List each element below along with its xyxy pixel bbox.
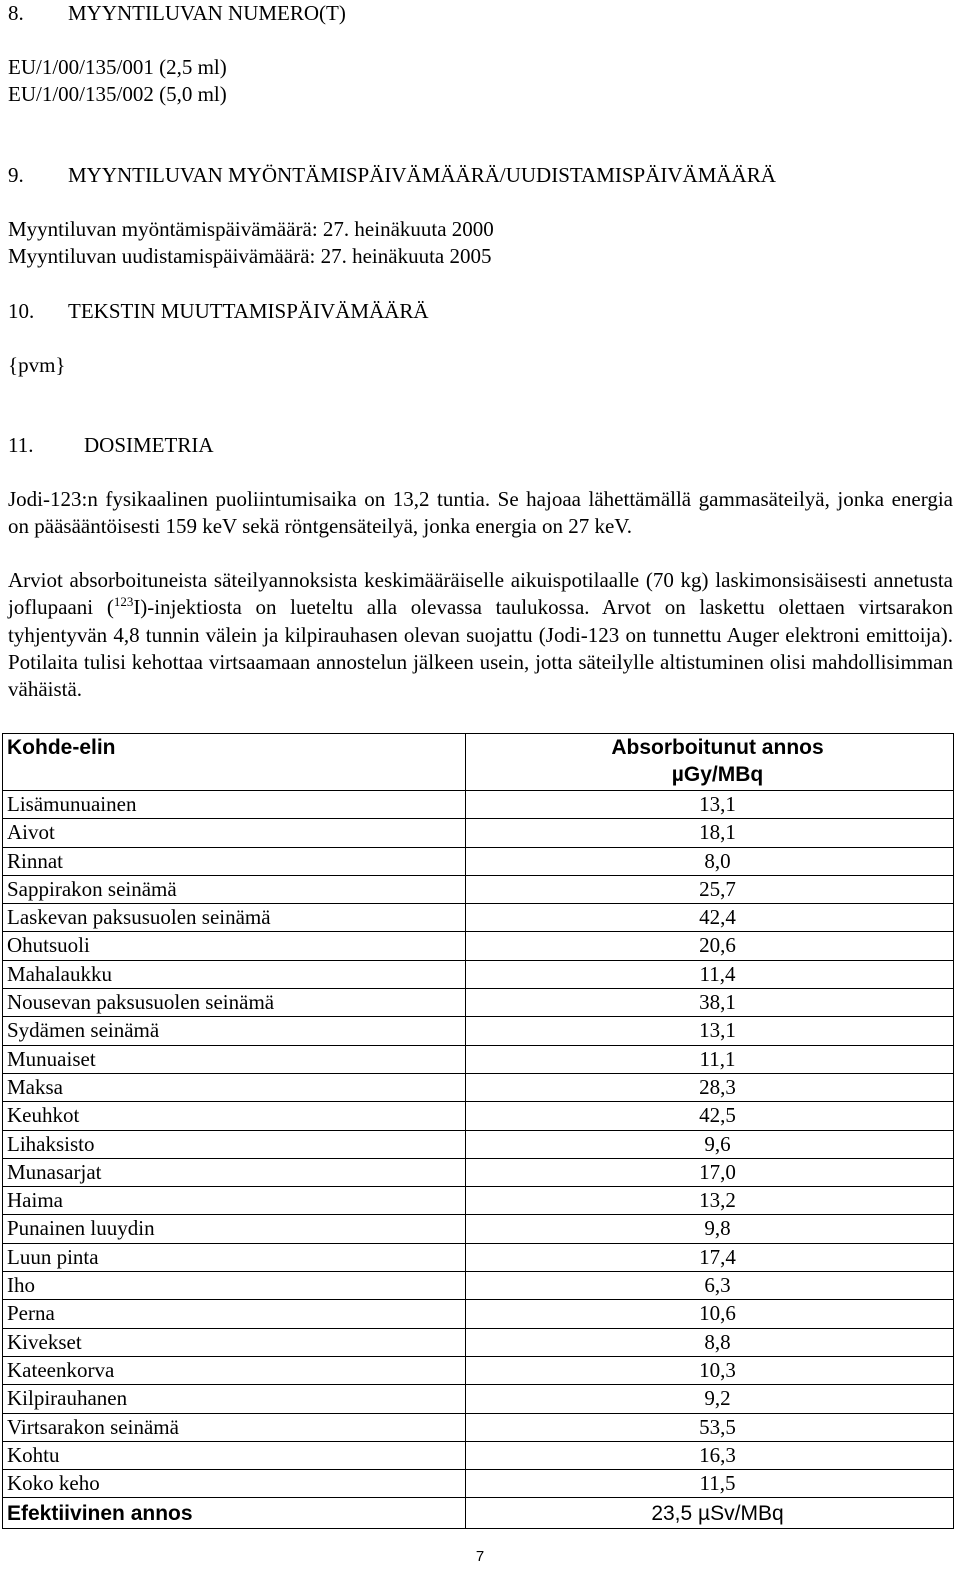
- dose-cell: 10,6: [466, 1300, 954, 1328]
- table-row: [3, 1102, 954, 1130]
- table-row: [3, 1441, 954, 1469]
- dose-cell: 13,1: [466, 1017, 954, 1045]
- dose-cell: 17,4: [466, 1243, 954, 1271]
- dose-cell: 42,4: [466, 904, 954, 932]
- table-row: [3, 1017, 954, 1045]
- section-8-heading: [8, 0, 346, 27]
- organ-column-header: Kohde-elin: [3, 734, 466, 791]
- table-row: [3, 989, 954, 1017]
- auth-number-2: EU/1/00/135/002 (5,0 ml): [8, 82, 227, 106]
- table-row: [3, 1130, 954, 1158]
- dose-cell: 20,6: [466, 932, 954, 960]
- dose-cell: 9,2: [466, 1385, 954, 1413]
- dose-header-line-2: µGy/MBq: [671, 763, 764, 786]
- section-number: 8.: [8, 1, 24, 25]
- table-row: [3, 875, 954, 903]
- dose-header-line-1: Absorboitunut annos: [611, 736, 824, 759]
- dose-cell: 8,0: [466, 847, 954, 875]
- table-row: [3, 932, 954, 960]
- organ-cell: Munasarjat: [3, 1158, 466, 1186]
- organ-cell: Keuhkot: [3, 1102, 466, 1130]
- section-title: MYYNTILUVAN NUMERO(T): [68, 1, 346, 25]
- effective-dose-row: [3, 1498, 954, 1529]
- section-title: TEKSTIN MUUTTAMISPÄIVÄMÄÄRÄ: [68, 299, 429, 323]
- organ-cell: Virtsarakon seinämä: [3, 1413, 466, 1441]
- section-title: MYYNTILUVAN MYÖNTÄMISPÄIVÄMÄÄRÄ/UUDISTAMISPÄIVÄMÄÄRÄ: [68, 163, 776, 187]
- section-number: 10.: [8, 299, 35, 323]
- organ-cell: Lihaksisto: [3, 1130, 466, 1158]
- para-text-a: Arviot absorboituneista säteilyannoksista keskimääräiselle aikuispotilaalle (70 kg) laskimonsisäisesti annetusta joflupaani (: [8, 568, 953, 620]
- dose-cell: 28,3: [466, 1073, 954, 1101]
- section-10-heading: [8, 298, 429, 325]
- table-row: [3, 1356, 954, 1384]
- table-row: [3, 1470, 954, 1498]
- organ-cell: Mahalaukku: [3, 960, 466, 988]
- dosimetry-paragraph-1: Jodi-123:n fysikaalinen puoliintumisaika on 13,2 tuntia. Se hajoaa lähettämällä gammasäteilyä, jonka energia on pääsääntöisesti 159 keV sekä röntgensäteilyä, jonka energia on 27 keV.: [8, 487, 953, 539]
- dose-cell: 16,3: [466, 1441, 954, 1469]
- organ-cell: Punainen luuydin: [3, 1215, 466, 1243]
- table-row: [3, 1300, 954, 1328]
- renewal-date: Myyntiluvan uudistamispäivämäärä: 27. heinäkuuta 2005: [8, 244, 492, 268]
- dose-cell: 13,2: [466, 1187, 954, 1215]
- dose-cell: 25,7: [466, 875, 954, 903]
- organ-cell: Perna: [3, 1300, 466, 1328]
- table-row: [3, 847, 954, 875]
- table-row: [3, 1045, 954, 1073]
- dose-cell: 38,1: [466, 989, 954, 1017]
- section-11-heading: [8, 432, 214, 459]
- organ-cell: Koko keho: [3, 1470, 466, 1498]
- effective-dose-value: 23,5 µSv/MBq: [466, 1498, 954, 1529]
- organ-cell: Rinnat: [3, 847, 466, 875]
- organ-cell: Munuaiset: [3, 1045, 466, 1073]
- organ-cell: Haima: [3, 1187, 466, 1215]
- table-row: [3, 904, 954, 932]
- organ-cell: Aivot: [3, 819, 466, 847]
- dose-cell: 11,4: [466, 960, 954, 988]
- dose-cell: 18,1: [466, 819, 954, 847]
- organ-cell: Ohutsuoli: [3, 932, 466, 960]
- table-row: [3, 1243, 954, 1271]
- organ-cell: Nousevan paksusuolen seinämä: [3, 989, 466, 1017]
- dose-cell: 10,3: [466, 1356, 954, 1384]
- table-row: [3, 1215, 954, 1243]
- dose-cell: 13,1: [466, 791, 954, 819]
- organ-cell: Lisämunuainen: [3, 791, 466, 819]
- dose-cell: 17,0: [466, 1158, 954, 1186]
- organ-cell: Laskevan paksusuolen seinämä: [3, 904, 466, 932]
- dose-cell: 53,5: [466, 1413, 954, 1441]
- dose-cell: 9,6: [466, 1130, 954, 1158]
- table-row: [3, 1187, 954, 1215]
- organ-cell: Luun pinta: [3, 1243, 466, 1271]
- organ-cell: Kilpirauhanen: [3, 1385, 466, 1413]
- dose-cell: 6,3: [466, 1272, 954, 1300]
- table-row: [3, 1328, 954, 1356]
- section-9-heading: [8, 162, 776, 189]
- section-title: DOSIMETRIA: [84, 433, 214, 457]
- section-number: 9.: [8, 163, 24, 187]
- table-row: [3, 1413, 954, 1441]
- dose-cell: 11,5: [466, 1470, 954, 1498]
- dose-cell: 9,8: [466, 1215, 954, 1243]
- table-row: [3, 1272, 954, 1300]
- organ-cell: Iho: [3, 1272, 466, 1300]
- dosimetry-paragraph-2: [8, 567, 953, 703]
- first-auth-date: Myyntiluvan myöntämispäivämäärä: 27. heinäkuuta 2000: [8, 217, 494, 241]
- section-number: 11.: [8, 433, 34, 457]
- table-row: [3, 1158, 954, 1186]
- isotope-superscript: 123: [113, 594, 134, 610]
- table-row: [3, 1073, 954, 1101]
- table-row: [3, 960, 954, 988]
- para-text-b: I)-injektiosta on lueteltu alla olevassa taulukossa. Arvot on laskettu olettaen virtsarakon tyhjentyvän 4,8 tunnin välein ja kilpirauhasen olevan suojattu (Jodi-123 on tunnettu Auger elektroni emittoija). Potilaita tulisi kehottaa virtsaamaan annostelun jälkeen usein, jotta säteilylle altistuminen olisi mahdollisimman vähäistä.: [8, 595, 953, 702]
- dose-cell: 42,5: [466, 1102, 954, 1130]
- table-body: [3, 791, 954, 1498]
- organ-cell: Sydämen seinämä: [3, 1017, 466, 1045]
- page-number: 7: [475, 1548, 485, 1565]
- organ-cell: Kivekset: [3, 1328, 466, 1356]
- effective-dose-label: Efektiivinen annos: [3, 1498, 466, 1529]
- table-row: [3, 1385, 954, 1413]
- dose-table: [2, 733, 954, 1529]
- auth-number-1: EU/1/00/135/001 (2,5 ml): [8, 55, 227, 79]
- table-header-row: [3, 734, 954, 791]
- organ-cell: Kohtu: [3, 1441, 466, 1469]
- organ-cell: Maksa: [3, 1073, 466, 1101]
- dose-column-header: [466, 734, 954, 791]
- organ-cell: Kateenkorva: [3, 1356, 466, 1384]
- organ-cell: Sappirakon seinämä: [3, 875, 466, 903]
- table-row: [3, 819, 954, 847]
- revision-date: {pvm}: [8, 353, 66, 377]
- table-row: [3, 791, 954, 819]
- dose-cell: 8,8: [466, 1328, 954, 1356]
- dose-cell: 11,1: [466, 1045, 954, 1073]
